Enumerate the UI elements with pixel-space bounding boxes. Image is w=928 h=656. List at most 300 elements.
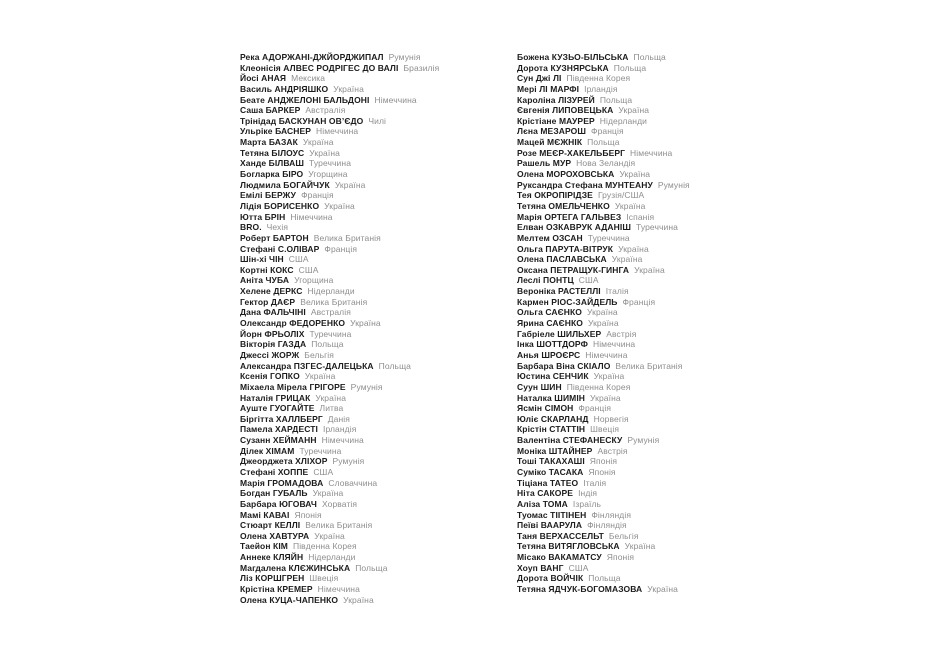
list-item [240, 297, 439, 308]
participant-name: Аніта ЧУБА [240, 275, 290, 286]
participant-name: Вікторія ГАЗДА [240, 339, 307, 350]
participant-name: Тетяна ЯДЧУК-БОГОМАЗОВА [517, 584, 643, 595]
participant-name: Місако ВАКАМАТСУ [517, 552, 602, 563]
participant-name: Моніка ШТАЙНЕР [517, 445, 593, 456]
participant-country: Румунія [388, 52, 421, 62]
list-item [517, 329, 690, 340]
participant-country: Південна Корея [292, 541, 357, 552]
participant-name: Барбара Віна СКІАЛО [517, 360, 611, 371]
list-item [240, 254, 439, 265]
participant-country: Україна [314, 530, 345, 541]
list-item [240, 563, 439, 574]
list-item [517, 95, 690, 106]
participant-country: Україна [618, 105, 650, 116]
participants-column-left [240, 52, 439, 605]
list-item [240, 116, 439, 127]
list-item [517, 265, 690, 276]
list-item [517, 339, 690, 350]
participant-country: Франція [622, 296, 656, 307]
list-item [240, 595, 439, 606]
participant-name: Валентіна СТЕФАНЕСКУ [517, 435, 623, 446]
participant-name: Ольга САЄНКО [517, 307, 583, 318]
participant-country: Німеччина [592, 339, 636, 350]
participant-name: Леслі ПОНТЦ [517, 275, 574, 286]
participant-name: Таня ВЕРХАССЕЛЬТ [517, 530, 604, 541]
list-item [240, 158, 439, 169]
participant-name: Наталка ШИМІН [517, 392, 586, 403]
list-item [240, 584, 439, 595]
participant-name: Анья ШРОЄРС [517, 349, 581, 360]
participant-country: Туреччина [299, 445, 342, 456]
participant-country: Україна [315, 392, 347, 403]
list-item [240, 318, 439, 329]
participant-country: США [298, 264, 319, 275]
list-item [517, 520, 690, 531]
participant-name: Гектор ДАЄР [240, 296, 296, 307]
participant-name: Тетяна ВИТЯГЛОВСЬКА [517, 541, 620, 552]
participant-country: Японія [588, 466, 616, 477]
participant-name: Юліє СКАРЛАНД [517, 413, 589, 424]
participant-name: Ютта БРІН [240, 211, 286, 222]
list-item [240, 244, 439, 255]
participant-name: Інка ШОТТДОРФ [517, 339, 588, 350]
participant-name: Лєна МЕЗАРОШ [517, 126, 587, 137]
list-item [517, 73, 690, 84]
participant-name: Марта БАЗАК [240, 137, 298, 148]
participant-name: Стефані С.ОЛІВАР [240, 243, 320, 254]
participant-country: Україна [350, 318, 381, 329]
participant-name: Барбара ЮГОВАЧ [240, 498, 317, 509]
participant-name: Пеїві ВААРУЛА [517, 520, 583, 531]
participant-country: Польща [633, 52, 666, 62]
participant-country: Польща [378, 360, 411, 371]
participant-name: Йорн ФРЬОЛІХ [240, 328, 305, 339]
participant-country: Україна [343, 594, 374, 605]
participant-name: Шін-хі ЧІН [240, 254, 284, 265]
participant-country: Німеччина [316, 126, 359, 137]
participant-country: Німеччина [585, 349, 628, 360]
list-item [240, 403, 439, 414]
participant-name: Александра ПЗГЕС-ДАЛЕЦЬКА [240, 360, 374, 371]
participant-country: Велика Британія [305, 520, 373, 531]
participant-country: Україна [587, 307, 618, 318]
participant-name: Олена КУЦА-ЧАПЕНКО [240, 594, 339, 605]
list-item [240, 478, 439, 489]
participant-name: Олена ПАСЛАВСЬКА [517, 254, 607, 265]
list-item [240, 307, 439, 318]
list-item [240, 456, 439, 467]
list-item [240, 552, 439, 563]
participant-country: США [578, 275, 599, 286]
list-item [240, 95, 439, 106]
participant-name: Марія ГРОМАДОВА [240, 477, 324, 488]
list-item [517, 307, 690, 318]
participant-country: Україна [611, 254, 643, 265]
participant-name: Роберт БАРТОН [240, 232, 309, 243]
list-item [240, 488, 439, 499]
participant-name: Ясмін СІМОН [517, 403, 574, 414]
participant-country: Ізраїль [572, 498, 602, 509]
participant-country: Франція [301, 190, 334, 201]
list-item [517, 403, 690, 414]
list-item [517, 148, 690, 159]
participant-country: Німеччина [290, 211, 333, 222]
participant-country: Польща [613, 62, 647, 73]
list-item [517, 478, 690, 489]
list-item [517, 563, 690, 574]
participant-country: Нідерланди [308, 552, 356, 563]
participant-name: Олександр ФЕДОРЕНКО [240, 318, 346, 329]
participant-country: Литва [319, 403, 344, 414]
list-item [517, 297, 690, 308]
participant-country: Німеччина [630, 147, 673, 158]
list-item [517, 275, 690, 286]
participant-country: Угорщина [294, 275, 334, 286]
list-item [517, 84, 690, 95]
participant-name: Река АДОРЖАНІ-ДЖЙОРДЖИПАЛ [240, 52, 384, 62]
participant-name: Мері ЛІ МАРФІ [517, 83, 580, 94]
participant-name: Крістіна КРЕМЕР [240, 584, 313, 595]
participant-name: Крістіане МАУРЕР [517, 115, 595, 126]
participant-name: Ксенія ГОПКО [240, 371, 300, 382]
list-item [240, 275, 439, 286]
participant-country: Чехія [266, 222, 289, 233]
list-item [240, 435, 439, 446]
participant-name: Євгенія ЛИПОВЕЦЬКА [517, 105, 614, 116]
participant-country: Японія [294, 509, 322, 520]
participant-country: Данія [327, 413, 350, 424]
list-item [517, 158, 690, 169]
participant-country: Польща [588, 573, 621, 584]
list-item [240, 499, 439, 510]
participant-country: Україна [647, 584, 678, 595]
participant-country: Нідерланди [307, 286, 355, 297]
list-item [240, 520, 439, 531]
participant-country: Австрія [597, 445, 628, 456]
list-item [517, 435, 690, 446]
participant-country: США [568, 562, 589, 573]
participant-country: Японія [589, 456, 618, 467]
participant-name: Беате АНДЖЕЛОНІ БАЛЬДОНІ [240, 94, 370, 105]
participant-name: Сузанн ХЕЙМАНН [240, 435, 317, 446]
list-item [517, 126, 690, 137]
participant-name: Ліз КОРШГРЕН [240, 573, 305, 584]
list-item [517, 52, 690, 63]
participant-name: Магдалена КЛЄЖИНСЬКА [240, 562, 351, 573]
participant-name: BRO. [240, 222, 262, 233]
participant-name: Дана ФАЛЬЧІНІ [240, 307, 306, 318]
list-item [517, 488, 690, 499]
participant-name: Йосі АНАЯ [240, 73, 287, 84]
participant-name: Тея ОКРОПІРІДЗЕ [517, 190, 593, 201]
participant-name: Стефані ХОППЕ [240, 466, 309, 477]
participant-country: Південна Корея [566, 73, 631, 84]
participant-name: Богдан ГУБАЛЬ [240, 488, 308, 499]
participant-name: Суун ШИН [517, 381, 562, 392]
participant-name: Рашель МУР [517, 158, 572, 169]
list-item [517, 584, 690, 595]
list-item [517, 222, 690, 233]
participant-country: Фінляндія [591, 509, 632, 520]
list-item [240, 467, 439, 478]
list-item [240, 329, 439, 340]
participant-name: Кароліна ЛІЗУРЕЙ [517, 94, 595, 105]
participant-name: Тетяна ОМЕЛЬЧЕНКО [517, 200, 610, 211]
participant-country: Нідерланди [599, 115, 647, 126]
participant-name: Крістін СТАТТІН [517, 424, 586, 435]
list-item [240, 73, 439, 84]
participant-name: Дорота ВОЙЧІК [517, 573, 584, 584]
list-item [240, 414, 439, 425]
participant-name: Божена КУЗЬО-БІЛЬСЬКА [517, 52, 629, 62]
participant-country: Україна [614, 200, 646, 211]
participant-country: Україна [619, 169, 651, 180]
participant-country: Велика Британія [313, 232, 381, 243]
participant-name: Тоші ТАКАХАШІ [517, 456, 585, 467]
participant-country: Україна [593, 371, 625, 382]
participant-country: Україна [302, 137, 334, 148]
participant-name: Ульріке БАСНЕР [240, 126, 312, 137]
list-item [517, 510, 690, 521]
participant-country: Україна [588, 318, 619, 329]
participant-country: Румунія [332, 456, 365, 467]
participant-country: Італія [583, 477, 607, 488]
participant-country: Індія [578, 488, 598, 499]
list-item [517, 105, 690, 116]
list-item [240, 222, 439, 233]
list-item [517, 201, 690, 212]
list-item [517, 531, 690, 542]
list-item [240, 265, 439, 276]
participant-country: Ірландія [584, 83, 618, 94]
participant-country: Туреччина [587, 232, 630, 243]
participant-name: Сун Джі ЛІ [517, 73, 562, 84]
participant-country: Туреччина [309, 158, 352, 169]
participant-name: Таейон КІМ [240, 541, 288, 552]
participant-name: Ольга ПАРУТА-ВІТРУК [517, 243, 614, 254]
participant-country: Грузія/США [597, 190, 645, 201]
participant-country: Велика Британія [300, 296, 368, 307]
list-item [517, 414, 690, 425]
list-item [517, 361, 690, 372]
participant-name: Міхаела Мірела ГРІГОРЕ [240, 381, 346, 392]
participant-name: Стюарт КЕЛЛІ [240, 520, 301, 531]
participant-name: Мелтем ОЗСАН [517, 232, 583, 243]
list-item [240, 212, 439, 223]
list-item [517, 456, 690, 467]
list-item [517, 499, 690, 510]
participant-name: Марія ОРТЕГА ГАЛЬВЕЗ [517, 211, 622, 222]
participant-country: Румунія [350, 381, 383, 392]
participant-country: Польща [311, 339, 344, 350]
list-item [240, 180, 439, 191]
list-item [517, 371, 690, 382]
participant-name: Оксана ПЕТРАЩУК-ГИНГА [517, 264, 630, 275]
participant-name: Розе МЕЄР-ХАКЕЛЬБЕРГ [517, 147, 626, 158]
list-item [240, 573, 439, 584]
participant-name: Памела ХАРДЕСТІ [240, 424, 318, 435]
list-item [240, 190, 439, 201]
participant-country: Норвегія [593, 413, 629, 424]
participant-country: Україна [333, 83, 364, 94]
list-item [240, 371, 439, 382]
list-item [240, 510, 439, 521]
list-item [517, 244, 690, 255]
participant-name: Вероніка РАСТЕЛЛІ [517, 286, 601, 297]
participant-name: Ярина САЄНКО [517, 318, 583, 329]
participant-name: Наталія ГРИЦАК [240, 392, 311, 403]
participant-country: Австралія [310, 307, 351, 318]
participant-name: Туомас ТІІТІНЕН [517, 509, 587, 520]
participant-country: Бельгія [304, 349, 334, 360]
participant-country: Україна [624, 541, 656, 552]
list-item [517, 350, 690, 361]
participant-country: Україна [309, 147, 340, 158]
participant-name: Мамі КАВАІ [240, 509, 290, 520]
participant-name: Габріеле ШИЛЬХЕР [517, 328, 602, 339]
participant-country: Нова Зеландія [576, 158, 636, 169]
list-item [240, 339, 439, 350]
participant-country: Франція [324, 243, 358, 254]
participant-country: Україна [324, 200, 355, 211]
participant-name: Лідія БОРИСЕНКО [240, 200, 320, 211]
list-item [517, 393, 690, 404]
list-item [517, 63, 690, 74]
participant-name: Кортні КОКС [240, 264, 294, 275]
participant-country: США [288, 254, 309, 265]
list-item [517, 137, 690, 148]
participant-name: Хоуп ВАНГ [517, 562, 564, 573]
list-item [240, 105, 439, 116]
participant-country: Швеція [309, 573, 339, 584]
participant-name: Джеорджета ХЛІХОР [240, 456, 328, 467]
participant-country: Україна [334, 179, 366, 190]
participant-name: Ауште ГУОГАЙТЕ [240, 403, 315, 414]
list-item [517, 541, 690, 552]
participant-name: Аннеке КЛЯЙН [240, 552, 304, 563]
list-item [240, 137, 439, 148]
list-item [240, 446, 439, 457]
participant-country: Німеччина [317, 584, 360, 595]
participant-country: Велика Британія [615, 360, 683, 371]
list-item [240, 393, 439, 404]
participant-country: Південна Корея [566, 381, 631, 392]
participant-name: Тіціана ТАТЕО [517, 477, 579, 488]
participant-country: Україна [618, 243, 649, 254]
participant-name: Юстина СЕНЧИК [517, 371, 589, 382]
participant-country: Хорватія [321, 498, 358, 509]
list-item [240, 424, 439, 435]
participants-column-right [517, 52, 690, 595]
participant-country: Італія [605, 286, 629, 297]
participant-name: Джессі ЖОРЖ [240, 349, 300, 360]
participant-country: Швеція [590, 424, 620, 435]
participant-name: Ніта САКОРЕ [517, 488, 574, 499]
list-item [240, 350, 439, 361]
participant-name: Саша БАРКЕР [240, 105, 301, 116]
list-item [240, 63, 439, 74]
participant-country: Іспанія [626, 211, 655, 222]
participant-country: Україна [634, 264, 665, 275]
participant-country: Польща [355, 562, 388, 573]
participant-name: Аліза ТОМА [517, 498, 568, 509]
participant-name: Емілі БЕРЖУ [240, 190, 297, 201]
list-item [517, 424, 690, 435]
participant-country: Ірландія [323, 424, 357, 435]
participant-country: Словаччина [328, 477, 378, 488]
participant-country: Японія [606, 552, 635, 563]
list-item [517, 212, 690, 223]
participant-country: Румунія [657, 179, 690, 190]
participant-name: Елван ОЗКАВРУК АДАНІШ [517, 222, 631, 233]
participant-name: Хелене ДЕРКС [240, 286, 303, 297]
list-item [517, 233, 690, 244]
participant-name: Трінідад БАСКУНАН ОВ’ЄДО [240, 115, 364, 126]
participant-name: Кармен РІОС-ЗАЙДЕЛЬ [517, 296, 618, 307]
participant-country: Австрія [606, 328, 637, 339]
participant-name: Олена ХАВТУРА [240, 530, 310, 541]
list-item [517, 116, 690, 127]
participant-country: Угорщина [308, 169, 348, 180]
list-item [240, 201, 439, 212]
list-item [240, 361, 439, 372]
list-item [517, 467, 690, 478]
participant-name: Людмила БОГАЙЧУК [240, 179, 330, 190]
participant-country: Франція [591, 126, 624, 137]
list-item [517, 180, 690, 191]
participant-country: Туреччина [309, 328, 352, 339]
participant-country: Чилі [368, 115, 387, 126]
list-item [240, 233, 439, 244]
participant-country: Німеччина [374, 94, 417, 105]
participant-name: Мацей МЄЖНІК [517, 137, 583, 148]
list-item [240, 286, 439, 297]
list-item [240, 382, 439, 393]
participant-name: Богларка БІРО [240, 169, 304, 180]
participant-country: Німеччина [321, 435, 364, 446]
participant-name: Дорота КУЗНЯРСЬКА [517, 62, 609, 73]
participant-name: Василь АНДРІЯШКО [240, 83, 329, 94]
participant-country: Франція [578, 403, 612, 414]
participant-country: Туреччина [636, 222, 678, 233]
list-item [517, 552, 690, 563]
participant-country: Україна [312, 488, 344, 499]
participant-country: США [313, 466, 334, 477]
list-item [517, 446, 690, 457]
participant-name: Ділек ХІМАМ [240, 445, 295, 456]
participant-name: Руксандра Стефана МУНТЕАНУ [517, 179, 653, 190]
list-item [517, 573, 690, 584]
participant-country: Україна [304, 371, 336, 382]
participant-name: Тетяна БІЛОУС [240, 147, 305, 158]
participant-country: Польща [587, 137, 620, 148]
list-item [240, 84, 439, 95]
participant-country: Австралія [305, 105, 346, 116]
list-item [240, 126, 439, 137]
list-item [517, 254, 690, 265]
participant-country: Бельгія [608, 530, 639, 541]
list-item [240, 531, 439, 542]
participant-country: Україна [590, 392, 621, 403]
participant-country: Румунія [627, 435, 660, 446]
participant-name: Біргітта ХАЛЛБЕРГ [240, 413, 323, 424]
participant-country: Бразилія [403, 62, 440, 73]
list-item [240, 541, 439, 552]
list-item [240, 148, 439, 159]
participant-name: Клеонісія АЛВЕС РОДРІГЕС ДО ВАЛІ [240, 62, 399, 73]
list-item [240, 52, 439, 63]
list-item [240, 169, 439, 180]
